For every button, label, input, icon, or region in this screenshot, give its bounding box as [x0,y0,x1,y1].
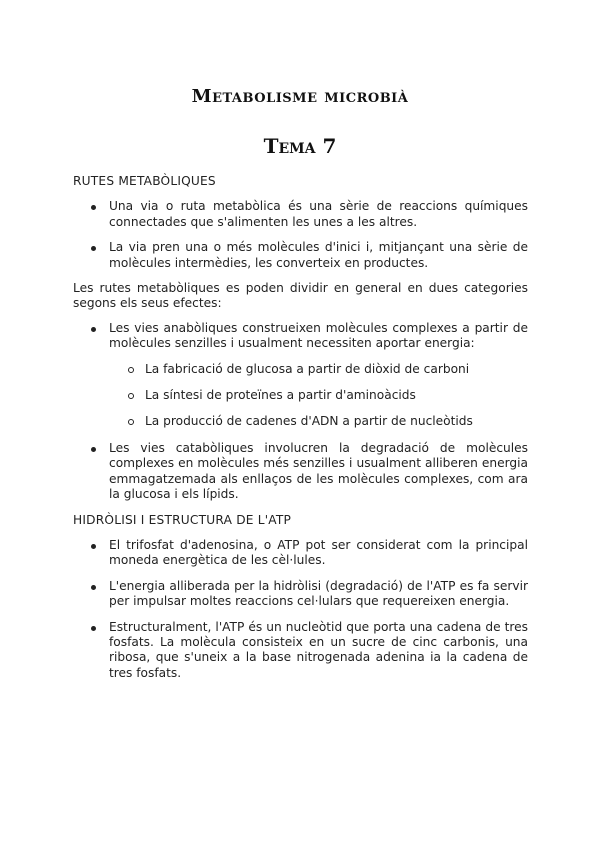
section-heading: HIDRÒLISI I ESTRUCTURA DE L'ATP [73,512,292,527]
bullet-dot-icon [91,447,96,452]
list-item-text: El trifosfat d'adenosina, o ATP pot ser considerat com la principal moneda energètica de les cèl·lules. [109,537,528,568]
sub-list-item-text: La fabricació de glucosa a partir de diòxid de carboni [145,361,470,376]
bullet-dot-icon [91,585,96,590]
list-item-text: Les vies catabòliques involucren la degradació de molècules complexes en molècules més senzilles i usualment alliberen energia emmagatzemada als enllaços de les molècules complexes, com ara la glucosa i els lípids. [109,440,528,502]
list-item [73,199,528,230]
section-hidrolisi-atp [73,513,528,682]
document-body [73,174,528,691]
document-title: Metabolisme microbià [191,86,409,107]
section-heading: RUTES METABÒLIQUES [73,174,216,188]
sub-list-item [109,414,528,429]
list-item [73,240,528,271]
bullet-list [73,321,528,503]
bullet-dot-icon [91,544,96,549]
bullet-list [73,538,528,681]
bullet-dot-icon [91,626,96,631]
sub-list-item [109,362,528,377]
list-item [73,579,528,610]
list-item-text: Les vies anabòliques construeixen molècules complexes a partir de molècules senzilles i usualment necessiten aportar energia: [109,320,528,351]
hollow-bullet-icon [128,419,134,425]
list-item-text: L'energia alliberada per la hidròlisi (degradació) de l'ATP es fa servir per impulsar moltes reaccions cel·lulars que requereixen energia. [109,578,528,609]
document-subtitle: Tema 7 [263,134,337,158]
list-item-text: Una via o ruta metabòlica és una sèrie de reaccions químiques connectades que s'alimenten les unes a les altres. [109,199,528,229]
sub-list-item-text: La síntesi de proteïnes a partir d'aminoàcids [145,388,416,403]
sub-list-item [109,388,528,403]
bullet-list [73,199,528,271]
list-item [73,620,528,682]
bullet-dot-icon [91,205,96,210]
list-item [73,538,528,569]
bullet-dot-icon [91,246,96,251]
hollow-bullet-icon [128,367,134,373]
bullet-dot-icon [91,327,96,332]
sub-list-item-text: La producció de cadenes d'ADN a partir de nucleòtids [145,414,473,429]
list-item [73,441,528,503]
section-rutes-metaboliques [73,174,528,503]
paragraph: Les rutes metabòliques es poden dividir en general en dues categories segons els seus efectes: [73,281,528,311]
list-item [73,321,528,430]
hollow-bullet-icon [128,393,134,399]
sub-list [109,362,528,430]
list-item-text: La via pren una o més molècules d'inici i, mitjançant una sèrie de molècules intermèdies, les converteix en productes. [109,240,528,270]
list-item-text: Estructuralment, l'ATP és un nucleòtid que porta una cadena de tres fosfats. La molècula consisteix en un sucre de cinc carbonis, una ribosa, que s'uneix a la base nitrogenada adenina ia la cadena de tres fosfats. [109,619,528,680]
